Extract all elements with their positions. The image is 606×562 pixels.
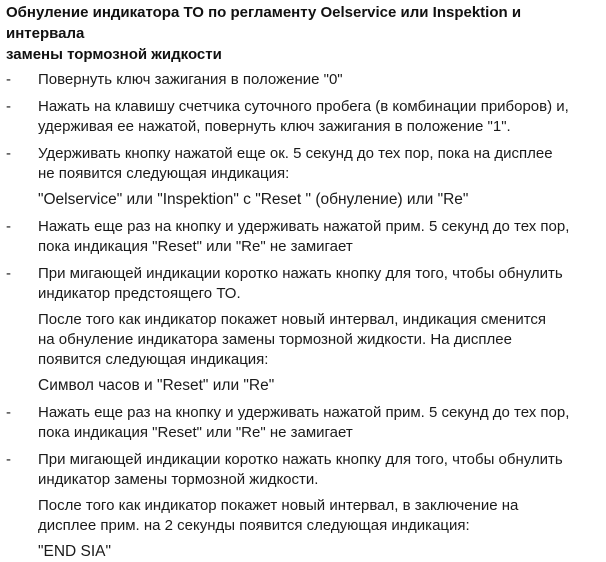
paragraph-line: После того как индикатор покажет новый интервал, в заключение на bbox=[38, 497, 519, 514]
document bbox=[6, 2, 602, 562]
list-item bbox=[6, 403, 602, 443]
list-item bbox=[6, 217, 602, 257]
item-line: Повернуть ключ зажигания в положение "0" bbox=[38, 71, 343, 88]
item-line: индикатор замены тормозной жидкости. bbox=[38, 471, 319, 488]
list-item bbox=[6, 450, 602, 490]
paragraph-line: дисплее прим. на 2 секунды появится следующая индикация: bbox=[38, 517, 470, 534]
item-line: Удерживать кнопку нажатой еще ок. 5 секунд до тех пор, пока на дисплее bbox=[38, 145, 553, 162]
title-line: Обнуление индикатора ТО по регламенту Oelservice или Inspektion и интервала bbox=[6, 4, 522, 42]
dash-bullet: - bbox=[6, 145, 11, 162]
dash-bullet: - bbox=[6, 98, 11, 115]
item-line: При мигающей индикации коротко нажать кнопку для того, чтобы обнулить bbox=[38, 451, 563, 468]
dash-bullet: - bbox=[6, 451, 11, 468]
list-item bbox=[6, 70, 602, 90]
paragraph bbox=[6, 496, 602, 536]
dash-bullet: - bbox=[6, 218, 11, 235]
item-line: пока индикация "Reset" или "Re" не замигает bbox=[38, 238, 353, 255]
item-line: Нажать на клавишу счетчика суточного пробега (в комбинации приборов) и, bbox=[38, 98, 569, 115]
item-line: При мигающей индикации коротко нажать кнопку для того, чтобы обнулить bbox=[38, 265, 563, 282]
item-line: индикатор предстоящего ТО. bbox=[38, 285, 241, 302]
item-line: не появится следующая индикация: bbox=[38, 165, 290, 182]
dash-bullet: - bbox=[6, 404, 11, 421]
list-item bbox=[6, 144, 602, 184]
display-indication: Символ часов и "Reset" или "Re" bbox=[38, 377, 275, 394]
item-line: удерживая ее нажатой, повернуть ключ зажигания в положение "1". bbox=[38, 118, 511, 135]
item-line: пока индикация "Reset" или "Re" не замигает bbox=[38, 424, 353, 441]
display-indication: "END SIA" bbox=[38, 543, 112, 560]
dash-bullet: - bbox=[6, 265, 11, 282]
item-line: Нажать еще раз на кнопку и удерживать нажатой прим. 5 секунд до тех пор, bbox=[38, 404, 570, 421]
paragraph-line: После того как индикатор покажет новый интервал, индикация сменится bbox=[38, 311, 547, 328]
paragraph-line: на обнуление индикатора замены тормозной жидкости. На дисплее bbox=[38, 331, 512, 348]
list-item bbox=[6, 97, 602, 137]
document-title bbox=[6, 2, 602, 65]
list-item bbox=[6, 264, 602, 304]
paragraph bbox=[6, 310, 602, 370]
item-line: Нажать еще раз на кнопку и удерживать нажатой прим. 5 секунд до тех пор, bbox=[38, 218, 570, 235]
display-indication: "Oelservice" или "Inspektion" с "Reset " (обнуление) или "Re" bbox=[38, 191, 469, 208]
title-line: замены тормозной жидкости bbox=[6, 46, 222, 63]
paragraph-line: появится следующая индикация: bbox=[38, 351, 269, 368]
dash-bullet: - bbox=[6, 71, 11, 88]
